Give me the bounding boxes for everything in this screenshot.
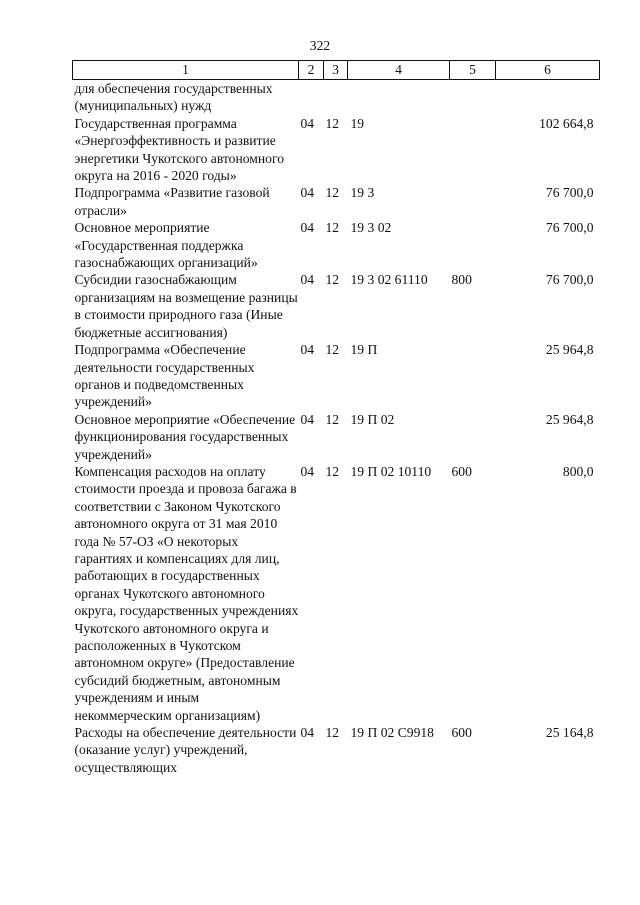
header-col-4: 4 [348,61,450,80]
row-subsection [324,80,348,115]
table-row [73,115,600,185]
row-subsection: 12 [325,463,340,479]
row-section: 04 [300,272,315,288]
row-expense-type: 600 [451,725,472,741]
row-expense-type: 800 [451,272,472,288]
table-row [73,463,600,724]
header-row [73,61,600,80]
row-target-code: 19 3 02 61110 [350,272,428,288]
table-row [73,219,600,271]
row-amount: 25 164,8 [545,725,594,741]
row-name: Расходы на обеспечение деятельности (оказание услуг) учреждений, осуществляющих [74,725,297,775]
row-amount: 25 964,8 [545,342,594,358]
header-col-5: 5 [450,61,496,80]
row-name: Подпрограмма «Развитие газовой отрасли» [74,185,270,218]
page-number: 322 [309,38,331,53]
row-section: 04 [300,411,315,427]
table-row [73,80,600,115]
row-name: Государственная программа «Энергоэффективность и развитие энергетики Чукотского автономного округа на 2016 - 2020 годы» [74,115,285,184]
row-target-code [348,80,450,115]
header-col-1: 1 [73,61,299,80]
header-col-6: 6 [496,61,600,80]
row-section [299,80,324,115]
table-row [73,341,600,411]
row-amount: 76 700,0 [545,272,594,288]
row-name: Компенсация расходов на оплату стоимости проезда и провоза багажа в соответствии с Законом Чукотского автономного округа от 31 мая 2010 года № 57-ОЗ «О некоторых гарантиях и компенсациях для лиц, работающих в государственных органах Чукотского автономного округа, государственных учреждениях Чукотского автономного округа и расположенных в Чукотском автономном округе» (Предоставление субсидий бюджетным, автономным учреждениям и иным некоммерческим организациям) [74,463,299,723]
row-amount: 102 664,8 [539,115,594,131]
row-target-code: 19 3 [350,185,375,201]
row-amount: 76 700,0 [545,185,594,201]
row-amount: 800,0 [562,463,594,479]
row-target-code: 19 [350,115,365,131]
row-name: Основное мероприятие «Обеспечение функционирования государственных учреждений» [74,411,296,462]
row-amount: 25 964,8 [545,411,594,427]
row-expense-type [450,80,496,115]
row-name: Основное мероприятие «Государственная поддержка газоснабжающих организаций» [74,220,258,271]
row-target-code: 19 3 02 [350,220,392,236]
row-expense-type: 600 [451,463,472,479]
table-row [73,724,600,776]
row-amount [496,80,600,115]
row-subsection: 12 [325,342,340,358]
row-subsection: 12 [325,272,340,288]
row-subsection: 12 [325,220,340,236]
row-name: Субсидии газоснабжающим организациям на возмещение разницы в стоимости природного газа (Иные бюджетные ассигнования) [74,272,298,340]
row-expense-type [450,115,496,185]
row-expense-type [450,341,496,411]
table-row [73,184,600,219]
row-amount: 76 700,0 [545,220,594,236]
row-section: 04 [300,342,315,358]
row-section: 04 [300,725,315,741]
row-expense-type [450,411,496,463]
row-subsection: 12 [325,185,340,201]
row-target-code: 19 П [350,342,378,358]
row-subsection: 12 [325,725,340,741]
row-section: 04 [300,220,315,236]
row-section: 04 [300,115,315,131]
table-row [73,411,600,463]
row-section: 04 [300,185,315,201]
row-name: Подпрограмма «Обеспечение деятельности государственных органов и подведомственных учреждений» [74,342,255,410]
row-target-code: 19 П 02 10110 [350,463,432,479]
row-target-code: 19 П 02 С9918 [350,725,434,741]
row-name: для обеспечения государственных (муниципальных) нужд [74,81,273,114]
budget-table [72,60,600,776]
row-section: 04 [300,463,315,479]
header-col-2: 2 [299,61,324,80]
row-expense-type [450,219,496,271]
row-subsection: 12 [325,115,340,131]
table-row [73,271,600,341]
row-target-code: 19 П 02 [350,411,395,427]
row-subsection: 12 [325,411,340,427]
row-expense-type [450,184,496,219]
header-col-3: 3 [324,61,348,80]
